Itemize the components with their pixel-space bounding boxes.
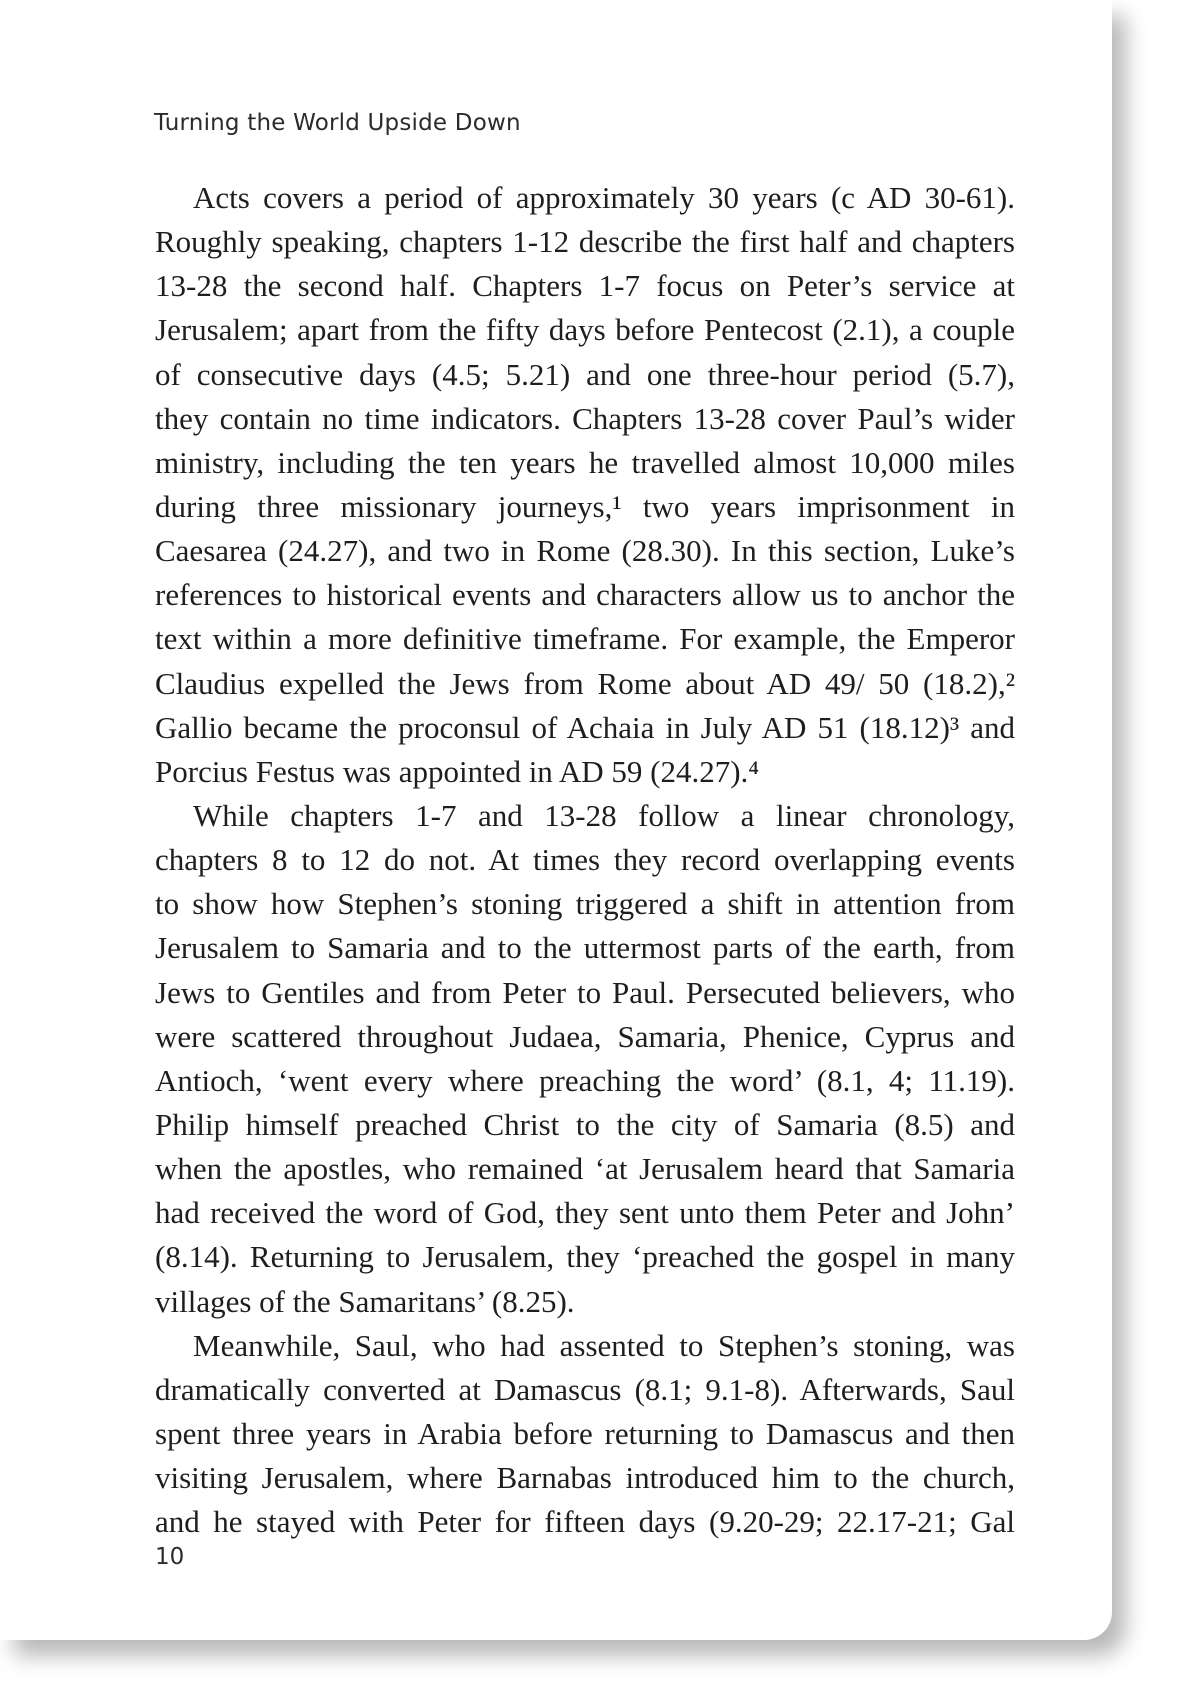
text-line: Antioch, ‘went every where preaching the word’ (8.1, 4; 11.19). — [155, 1062, 1015, 1098]
text-line: Philip himself preached Christ to the city of Samaria (8.5) and — [155, 1106, 1015, 1142]
paragraph — [155, 794, 1015, 1324]
text-line: references to historical events and characters allow us to anchor the — [155, 577, 1015, 613]
text-line: and he stayed with Peter for fifteen days (9.20-29; 22.17-21; Gal — [155, 1504, 1015, 1540]
text-line: Jerusalem to Samaria and to the uttermost parts of the earth, from — [155, 930, 1015, 966]
text-line: Acts covers a period of approximately 30 years (c AD 30-61). — [193, 180, 1015, 215]
body-text — [155, 176, 1015, 1544]
text-line: had received the word of God, they sent unto them Peter and John’ — [155, 1195, 1015, 1231]
text-line: spent three years in Arabia before returning to Damascus and then — [155, 1415, 1015, 1451]
text-line: chapters 8 to 12 do not. At times they record overlapping events — [155, 842, 1015, 878]
text-line: they contain no time indicators. Chapters 13-28 cover Paul’s wider — [155, 400, 1015, 436]
text-line: dramatically converted at Damascus (8.1; 9.1-8). Afterwards, Saul — [155, 1371, 1015, 1407]
text-line: While chapters 1-7 and 13-28 follow a linear chronology, — [193, 797, 1015, 833]
running-head: Turning the World Upside Down — [154, 110, 521, 136]
text-line: Claudius expelled the Jews from Rome about AD 49/ 50 (18.2),² — [155, 665, 1015, 701]
text-line: during three missionary journeys,¹ two years imprisonment in — [155, 488, 1015, 524]
text-line: Meanwhile, Saul, who had assented to Stephen’s stoning, was — [193, 1327, 1015, 1363]
text-line: of consecutive days (4.5; 5.21) and one three-hour period (5.7), — [155, 356, 1015, 392]
text-line: to show how Stephen’s stoning triggered a shift in attention from — [155, 886, 1015, 922]
text-line: when the apostles, who remained ‘at Jerusalem heard that Samaria — [155, 1151, 1015, 1187]
text-line: ministry, including the ten years he travelled almost 10,000 miles — [155, 444, 1015, 480]
text-line: 13-28 the second half. Chapters 1-7 focus on Peter’s service at — [155, 268, 1015, 304]
paragraph — [155, 176, 1015, 794]
text-line: Caesarea (24.27), and two in Rome (28.30). In this section, Luke’s — [155, 533, 1015, 569]
text-line: (8.14). Returning to Jerusalem, they ‘preached the gospel in many — [155, 1239, 1015, 1275]
text-line: text within a more definitive timeframe. For example, the Emperor — [155, 621, 1015, 657]
text-line: villages of the Samaritans’ (8.25). — [155, 1283, 575, 1319]
page-number: 10 — [155, 1544, 185, 1570]
text-line: Jews to Gentiles and from Peter to Paul. Persecuted believers, who — [155, 974, 1015, 1010]
text-line: Gallio became the proconsul of Achaia in July AD 51 (18.12)³ and — [155, 709, 1015, 745]
text-line: Roughly speaking, chapters 1-12 describe the first half and chapters — [155, 224, 1015, 260]
text-line: Jerusalem; apart from the fifty days before Pentecost (2.1), a couple — [155, 312, 1015, 348]
text-line: Porcius Festus was appointed in AD 59 (24.27).⁴ — [155, 753, 760, 789]
paragraph — [155, 1324, 1015, 1545]
text-line: visiting Jerusalem, where Barnabas introduced him to the church, — [155, 1460, 1015, 1496]
text-line: were scattered throughout Judaea, Samaria, Phenice, Cyprus and — [155, 1018, 1015, 1054]
